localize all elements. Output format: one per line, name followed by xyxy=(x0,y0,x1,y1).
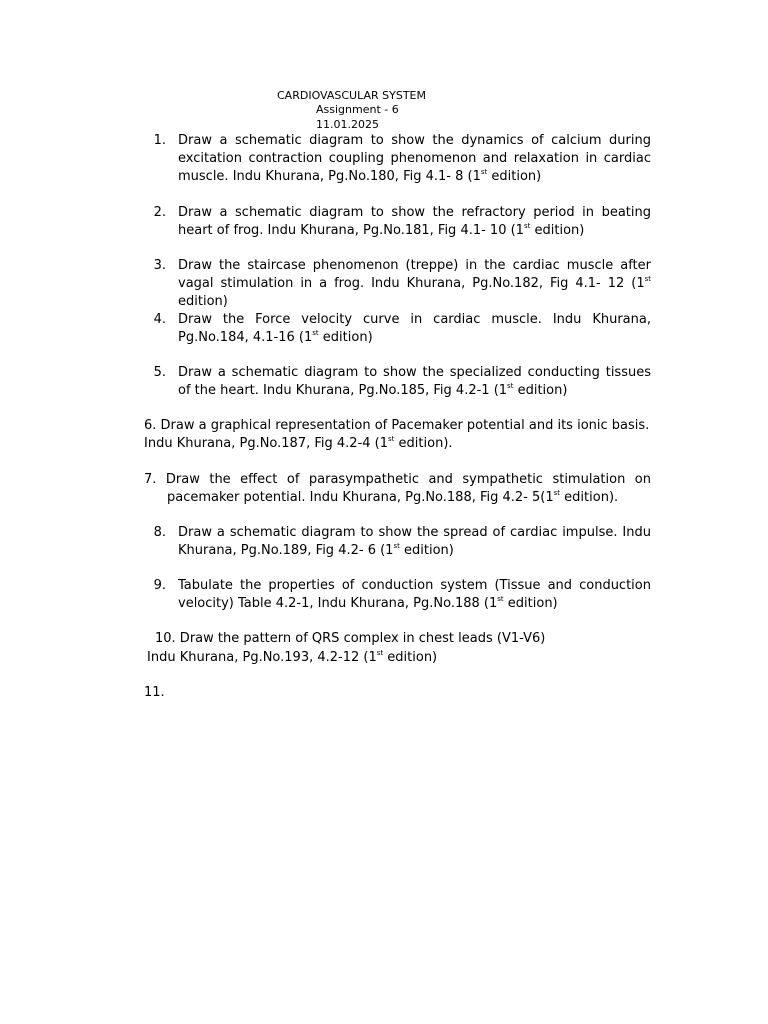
item-text: Draw a schematic diagram to show the specialized conducting tissues of the heart. Indu Khurana, Pg.No.185, Fig 4.2-1 (1st edition) xyxy=(178,365,651,398)
assignment-label: Assignment - 6 xyxy=(316,103,399,116)
item-number: 4. xyxy=(153,312,166,327)
assignment-date: 11.01.2025 xyxy=(316,118,379,131)
item-text: Draw the Force velocity curve in cardiac muscle. Indu Khurana, Pg.No.184, 4.1-16 (1st edition) xyxy=(178,312,651,345)
item-number: 11. xyxy=(144,685,165,700)
item-number: 3. xyxy=(153,258,166,273)
item-number: 5. xyxy=(153,365,166,380)
item-text-line: pacemaker potential. Indu Khurana, Pg.No.188, Fig 4.2- 5(1st edition). xyxy=(167,489,619,505)
item-text-line: 10. Draw the pattern of QRS complex in chest leads (V1-V6) xyxy=(155,631,546,646)
item-text-line: Indu Khurana, Pg.No.187, Fig 4.2-4 (1st edition). xyxy=(144,435,453,451)
item-text: Tabulate the properties of conduction system (Tissue and conduction velocity) Table 4.2-1, Indu Khurana, Pg.No.188 (1st edition) xyxy=(178,578,651,611)
item-number: 2. xyxy=(153,205,166,220)
item-text-line: Indu Khurana, Pg.No.193, 4.2-12 (1st edition) xyxy=(147,649,438,665)
item-number: 1. xyxy=(153,133,166,148)
item-text-line: 6. Draw a graphical representation of Pacemaker potential and its ionic basis. xyxy=(144,418,650,433)
item-text: Draw a schematic diagram to show the refractory period in beating heart of frog. Indu Khurana, Pg.No.181, Fig 4.1- 10 (1st edition) xyxy=(178,205,651,238)
item-text: Draw a schematic diagram to show the spread of cardiac impulse. Indu Khurana, Pg.No.189, Fig 4.2- 6 (1st edition) xyxy=(178,525,651,558)
item-text: Draw a schematic diagram to show the dynamics of calcium during excitation contraction coupling phenomenon and relaxation in cardiac muscle. Indu Khurana, Pg.No.180, Fig 4.1- 8 (1st edition) xyxy=(178,133,651,184)
item-text-line: 7. Draw the effect of parasympathetic and sympathetic stimulation on xyxy=(144,472,651,487)
document-title: CARDIOVASCULAR SYSTEM xyxy=(277,89,426,102)
item-number: 9. xyxy=(153,578,166,593)
item-text: Draw the staircase phenomenon (treppe) in the cardiac muscle after vagal stimulation in a frog. Indu Khurana, Pg.No.182, Fig 4.1- 12 (1st edition) xyxy=(178,258,651,309)
item-number: 8. xyxy=(153,525,166,540)
